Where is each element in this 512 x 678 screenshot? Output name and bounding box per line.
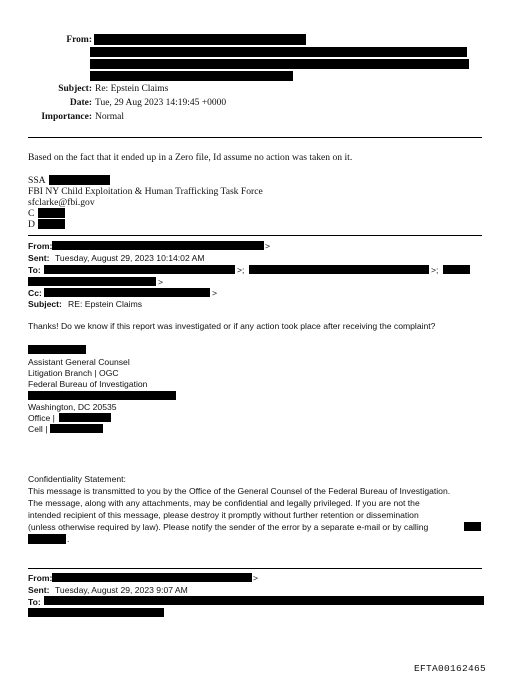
date-value: Tue, 29 Aug 2023 14:19:45 +0000 (95, 98, 227, 108)
redaction-phone-2 (28, 534, 66, 544)
confidentiality-line4: (unless otherwise required by law). Please notify the sender of the error by a separate e-mail or by calling (28, 522, 429, 532)
redaction-sig-name (28, 345, 86, 354)
redaction-phone-1 (464, 522, 481, 531)
email2-separator (28, 235, 482, 236)
email2-from-suffix: > (265, 241, 271, 251)
redaction-email3-to (44, 596, 484, 605)
redaction-email2-cc (44, 288, 210, 297)
sig-office: Office | (28, 413, 55, 423)
email2-sent-value: Tuesday, August 29, 2023 10:14:02 AM (55, 253, 205, 263)
email2-cc-label: Cc: (28, 288, 42, 298)
redaction-email3-to-line2 (28, 608, 164, 617)
importance-label: Importance: (41, 112, 92, 122)
email2-cc-suffix: > (212, 288, 218, 298)
redaction-from-line4 (90, 71, 293, 81)
redaction-from-line3 (90, 59, 469, 69)
redaction-ssa-name (49, 175, 110, 185)
redaction-sig-office (59, 413, 111, 422)
sig-c: C (28, 208, 35, 219)
email2-subject-label: Subject: (28, 299, 62, 309)
redaction-email2-from (52, 241, 264, 250)
header-rule (28, 137, 482, 138)
email3-from-suffix: > (253, 573, 259, 583)
redaction-email2-to-line2 (28, 277, 156, 286)
email2-to-label: To: (28, 265, 41, 275)
email3-sent-value: Tuesday, August 29, 2023 9:07 AM (55, 585, 188, 595)
redaction-sig-d (38, 219, 65, 229)
date-label: Date: (69, 98, 92, 108)
redaction-sig-cell (50, 424, 103, 433)
sig-email: sfclarke@fbi.gov (28, 197, 95, 208)
subject-value: Re: Epstein Claims (95, 84, 169, 94)
confidentiality-line2: The message, along with any attachments, may be confidential and legally privileged. If you are not the (28, 498, 420, 508)
confidentiality-line1: This message is transmitted to you by the Office of the General Counsel of the Federal Bureau of Investigation. (28, 486, 451, 496)
email3-separator (28, 568, 482, 569)
sig-city: Washington, DC 20535 (28, 402, 117, 412)
subject-label: Subject: (58, 84, 92, 94)
email3-from-label: From: (28, 573, 53, 583)
email3-sent-label: Sent: (28, 585, 50, 595)
email3-to-label: To: (28, 597, 41, 607)
redaction-sig-address (28, 391, 176, 400)
confidentiality-heading: Confidentiality Statement: (28, 474, 126, 484)
email2-sent-label: Sent: (28, 253, 50, 263)
redaction-sig-c (38, 208, 65, 218)
sig-ssa: SSA (28, 175, 46, 186)
importance-value: Normal (95, 112, 125, 122)
sig-cell: Cell | (28, 424, 48, 434)
redaction-email3-from (52, 573, 252, 582)
confidentiality-line3: intended recipient of this message, please destroy it promptly without further retention or dissemination (28, 510, 419, 520)
from-label: From: (66, 35, 92, 45)
redaction-email2-to-1 (44, 265, 235, 274)
sig-branch: Litigation Branch | OGC (28, 368, 119, 378)
email2-to-sep1: >; (237, 265, 245, 275)
redaction-from (94, 34, 306, 45)
bates-number: EFTA00162465 (414, 663, 487, 674)
email2-subject-value: RE: Epstein Claims (68, 299, 143, 309)
email2-body: Thanks! Do we know if this report was investigated or if any action took place after receiving the complaint? (28, 321, 436, 331)
redaction-email2-to-3 (443, 265, 470, 274)
confidentiality-line5-suffix: . (67, 534, 70, 544)
redaction-from-line2 (90, 47, 467, 57)
redaction-email2-to-2 (249, 265, 429, 274)
sig-taskforce: FBI NY Child Exploitation & Human Trafficking Task Force (28, 186, 263, 197)
email2-to-line2-suffix: > (158, 277, 164, 287)
sig-title: Assistant General Counsel (28, 357, 130, 367)
email2-from-label: From: (28, 241, 53, 251)
reply1-body: Based on the fact that it ended up in a Zero file, Id assume no action was taken on it. (28, 152, 353, 163)
sig-d: D (28, 219, 35, 230)
sig-org: Federal Bureau of Investigation (28, 379, 148, 389)
email2-to-sep2: >; (431, 265, 439, 275)
